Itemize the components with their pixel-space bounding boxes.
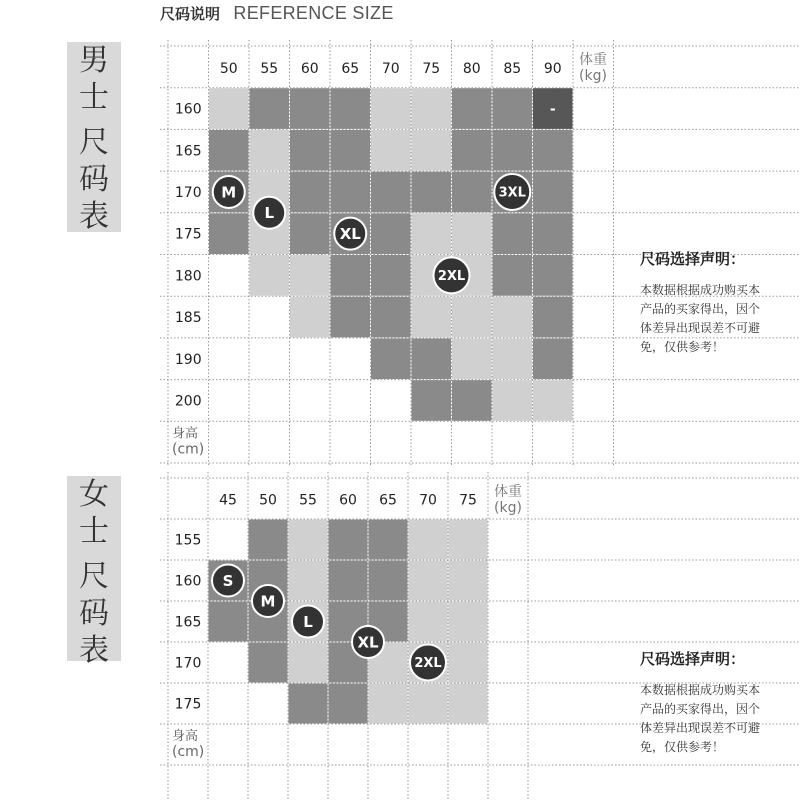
women-weight-label: 60 — [339, 492, 357, 509]
men-size-cell — [452, 130, 492, 171]
women-weight-label: 45 — [219, 492, 237, 509]
women-size-cell — [289, 643, 328, 683]
women-size-cell — [369, 684, 408, 724]
men-size-cell — [533, 213, 573, 254]
women-size-cell — [409, 520, 448, 560]
women-size-cell — [449, 520, 488, 560]
men-weight-label: 70 — [381, 60, 400, 77]
women-size-cell — [289, 561, 328, 601]
women-size-badge-label: XL — [357, 633, 379, 652]
men-size-cell — [452, 172, 492, 213]
header-title-en: REFERENCE SIZE — [233, 3, 394, 23]
men-size-cell — [533, 338, 573, 379]
women-size-cell — [409, 602, 448, 642]
women-height-unit: (cm) — [172, 744, 205, 760]
men-weight-label: 50 — [219, 60, 238, 77]
women-size-cell — [449, 602, 488, 642]
women-size-cell — [329, 684, 368, 724]
men-size-cell — [493, 130, 533, 171]
men-size-cell — [412, 172, 452, 213]
women-size-cell — [249, 520, 288, 560]
men-size-cell — [533, 380, 573, 421]
women-side-char: 码 — [79, 596, 109, 631]
men-size-cell — [209, 88, 249, 129]
men-size-cell — [452, 380, 492, 421]
men-size-cell — [250, 255, 290, 296]
women-size-cell — [289, 520, 328, 560]
men-size-cell — [331, 172, 371, 213]
women-height-unit: 身高 — [172, 729, 199, 744]
women-size-cell — [409, 684, 448, 724]
women-weight-label: 65 — [379, 492, 397, 509]
women-height-label: 165 — [174, 614, 202, 631]
women-size-cell — [449, 643, 488, 683]
men-size-cell — [331, 255, 371, 296]
men-size-cell — [371, 88, 411, 129]
men-height-unit: (cm) — [172, 441, 205, 458]
women-side-char: 士 — [79, 514, 109, 549]
header-title-zh: 尺码说明 — [160, 5, 221, 23]
men-size-cell — [290, 255, 330, 296]
men-size-cell — [412, 213, 452, 254]
men-height-label: 185 — [174, 310, 202, 327]
women-size-cell — [249, 643, 288, 683]
men-height-label: 175 — [174, 226, 202, 243]
women-side-char: 尺 — [79, 559, 109, 594]
men-size-cell — [412, 88, 452, 129]
men-weight-unit: 体重 — [579, 52, 607, 68]
women-weight-label: 50 — [259, 492, 277, 509]
women-size-note — [640, 648, 770, 757]
men-size-cell — [452, 297, 492, 338]
men-size-cell — [250, 130, 290, 171]
men-size-cell — [493, 338, 533, 379]
men-height-unit: 身高 — [172, 426, 199, 442]
men-size-cell — [493, 88, 533, 129]
women-note-body: 本数据根据成功购买本产品的买家得出，因个体差异出现误差不可避免，仅供参考！ — [640, 683, 761, 754]
men-size-note — [640, 248, 770, 357]
men-size-cell — [412, 338, 452, 379]
men-size-cell — [452, 88, 492, 129]
women-size-badge-label: S — [222, 571, 234, 590]
women-size-cell — [369, 561, 408, 601]
men-size-badge-label: 2XL — [437, 269, 466, 285]
men-height-label: 165 — [174, 143, 202, 160]
women-size-cell — [369, 520, 408, 560]
men-weight-unit: (kg) — [579, 68, 607, 84]
men-weight-label: 80 — [462, 60, 481, 77]
men-size-badge-label: L — [264, 204, 275, 223]
men-size-cell — [493, 255, 533, 296]
men-size-cell — [493, 380, 533, 421]
men-weight-label: 90 — [543, 60, 562, 77]
women-size-badge-label: M — [260, 592, 276, 611]
women-weight-label: 70 — [419, 492, 437, 509]
men-size-cell — [452, 338, 492, 379]
women-height-label: 155 — [174, 532, 202, 549]
women-height-label: 160 — [174, 573, 202, 590]
men-size-badge-label: XL — [339, 225, 361, 244]
men-side-char: 尺 — [79, 125, 109, 160]
men-size-cell — [371, 297, 411, 338]
men-size-cell — [371, 338, 411, 379]
men-size-cell — [290, 297, 330, 338]
men-side-char: 码 — [79, 162, 109, 197]
women-height-label: 175 — [174, 696, 202, 713]
women-size-cell — [329, 520, 368, 560]
men-size-cell — [452, 213, 492, 254]
women-height-label: 170 — [174, 655, 202, 672]
men-size-cell — [290, 213, 330, 254]
men-size-cell — [412, 380, 452, 421]
men-note-title: 尺码选择声明： — [640, 250, 746, 268]
men-note-body: 本数据根据成功购买本产品的买家得出，因个体差异出现误差不可避免，仅供参考！ — [640, 283, 761, 354]
men-size-cell — [209, 213, 249, 254]
men-side-label — [67, 42, 121, 232]
men-size-cell — [250, 88, 290, 129]
men-size-cell — [331, 88, 371, 129]
men-size-cell — [371, 130, 411, 171]
men-height-label: 170 — [174, 184, 202, 201]
men-size-cell — [290, 130, 330, 171]
men-size-cell — [371, 255, 411, 296]
men-side-char: 男 — [79, 43, 109, 78]
men-weight-label: 65 — [341, 60, 360, 77]
women-size-cell — [449, 561, 488, 601]
page-header — [160, 3, 394, 24]
men-size-cell — [533, 172, 573, 213]
women-weight-unit: 体重 — [494, 484, 522, 500]
men-height-label: 190 — [174, 351, 202, 368]
women-side-char: 表 — [79, 633, 109, 668]
men-size-cell — [412, 130, 452, 171]
men-size-cell — [412, 297, 452, 338]
women-side-char: 女 — [79, 477, 109, 512]
men-side-char: 表 — [79, 199, 109, 234]
women-size-cell — [409, 561, 448, 601]
women-side-label — [67, 476, 121, 668]
women-size-cell — [329, 561, 368, 601]
women-size-cell — [209, 602, 248, 642]
women-size-cell — [289, 684, 328, 724]
men-size-cell — [331, 297, 371, 338]
men-height-label: 180 — [174, 268, 202, 285]
men-size-cell — [290, 172, 330, 213]
women-weight-label: 75 — [459, 492, 477, 509]
men-size-cell — [331, 130, 371, 171]
men-size-cell — [493, 297, 533, 338]
men-size-cell — [533, 130, 573, 171]
men-weight-label: 60 — [300, 60, 319, 77]
men-size-cell — [533, 255, 573, 296]
men-size-cell — [493, 213, 533, 254]
women-size-badge-label: 2XL — [414, 656, 442, 672]
women-size-cell — [449, 684, 488, 724]
women-note-title: 尺码选择声明： — [640, 650, 746, 668]
women-weight-unit: (kg) — [494, 500, 522, 516]
men-size-cell — [371, 213, 411, 254]
men-weight-label: 75 — [422, 60, 441, 77]
men-size-cell — [533, 297, 573, 338]
men-size-cell — [209, 130, 249, 171]
men-height-label: 160 — [174, 101, 202, 118]
men-weight-label: 85 — [503, 60, 522, 77]
men-size-cell — [371, 172, 411, 213]
women-weight-label: 55 — [299, 492, 317, 509]
men-size-badge-label: M — [221, 183, 237, 202]
women-size-badge-label: L — [303, 612, 313, 631]
men-cell-mark: - — [549, 101, 556, 118]
men-size-cell — [290, 88, 330, 129]
men-weight-label: 55 — [260, 60, 279, 77]
men-height-label: 200 — [174, 393, 202, 410]
men-side-char: 士 — [79, 80, 109, 115]
men-size-badge-label: 3XL — [498, 185, 526, 201]
